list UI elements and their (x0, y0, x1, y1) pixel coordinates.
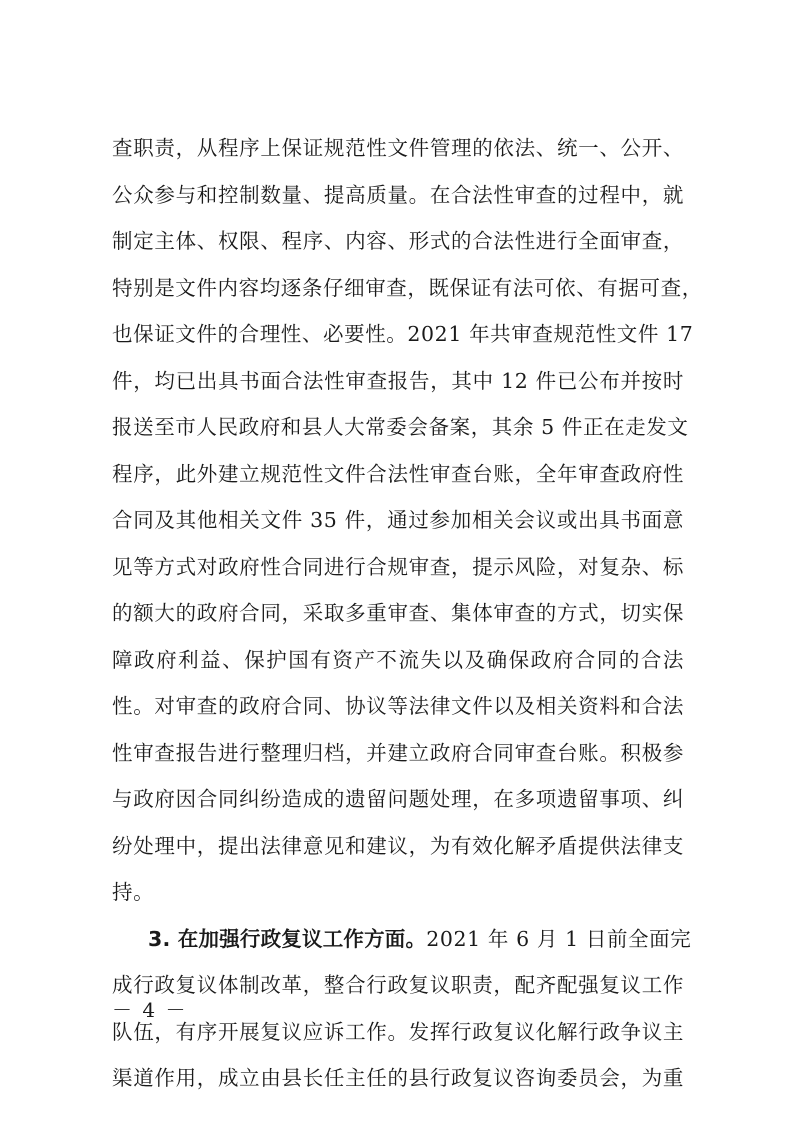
paragraph-line: 合同及其他相关文件 35 件，通过参加相关会议或出具书面意 (112, 508, 684, 532)
paragraph-line: 成行政复议体制改革，整合行政复议职责，配齐配强复议工作 (112, 973, 684, 997)
paragraph-line: 程序，此外建立规范性文件合法性审查台账，全年审查政府性 (112, 461, 684, 486)
paragraph-line-rest: 2021 年 6 月 1 日前全面完 (426, 926, 692, 951)
paragraph-line: 报送至市人民政府和县人大常委会备案，其余 5 件正在走发文 (112, 415, 689, 439)
paragraph-line: 性审查报告进行整理归档，并建立政府合同审查台账。积极参 (112, 740, 684, 765)
paragraph-line: 查职责，从程序上保证规范性文件管理的依法、统一、公开、 (112, 136, 684, 160)
paragraph-first-line (112, 916, 692, 963)
page-number: － 4 － (112, 998, 188, 1022)
paragraph-line: 持。 (112, 880, 155, 904)
paragraph-line: 特别是文件内容均逐条仔细审查，既保证有法可依、有据可查， (112, 275, 703, 300)
paragraph-line: 与政府因合同纠纷造成的遗留问题处理，在多项遗留事项、纠 (112, 787, 684, 811)
paragraph-line: 制定主体、权限、程序、内容、形式的合法性进行全面审查， (112, 229, 684, 253)
section-heading: 3. 在加强行政复议工作方面。 (148, 926, 427, 951)
paragraph-line: 渠道作用，成立由县长任主任的县行政复议咨询委员会，为重 (112, 1066, 684, 1090)
paragraph-line: 件，均已出具书面合法性审查报告，其中 12 件已公布并按时 (112, 368, 684, 393)
document-body (112, 125, 703, 1102)
paragraph-line: 见等方式对政府性合同进行合规审查，提示风险，对复杂、标 (112, 554, 684, 579)
paragraph-line: 纷处理中，提出法律意见和建议，为有效化解矛盾提供法律支 (112, 833, 684, 858)
paragraph-line: 的额大的政府合同，采取多重审查、集体审查的方式，切实保 (112, 601, 684, 625)
paragraph-line: 队伍，有序开展复议应诉工作。发挥行政复议化解行政争议主 (112, 1019, 684, 1044)
paragraph-1 (112, 125, 703, 916)
paragraph-line: 也保证文件的合理性、必要性。2021 年共审查规范性文件 17 (112, 322, 694, 346)
paragraph-line: 公众参与和控制数量、提高质量。在合法性审查的过程中，就 (112, 182, 684, 207)
paragraph-line: 障政府利益、保护国有资产不流失以及确保政府合同的合法 (112, 647, 684, 672)
paragraph-2 (112, 916, 692, 1102)
paragraph-line: 性。对审查的政府合同、协议等法律文件以及相关资料和合法 (112, 694, 684, 718)
